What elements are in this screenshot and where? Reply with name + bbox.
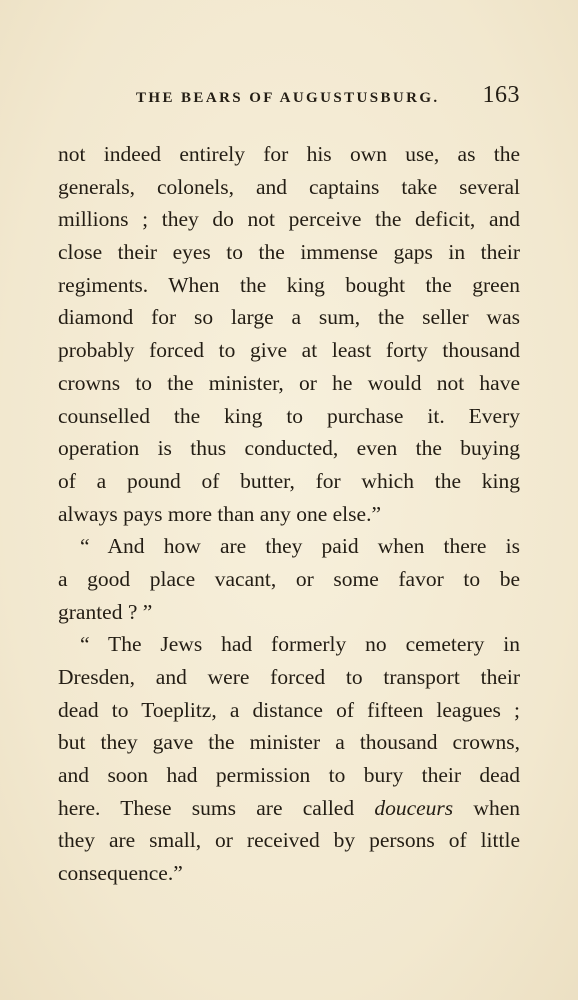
text-line-with-italic: [58, 792, 520, 825]
text-line: and soon had permission to bury their dead: [58, 763, 520, 788]
text-fragment: when: [453, 795, 520, 820]
text-line: regiments. When the king bought the green: [58, 272, 520, 297]
text-line: they are small, or received by persons of little: [58, 828, 520, 853]
text-line: operation is thus conducted, even the buying: [58, 436, 520, 461]
italic-word: douceurs: [374, 795, 454, 820]
text-line: counselled the king to purchase it. Every: [58, 403, 520, 428]
running-head: [58, 82, 520, 118]
text-line: crowns to the minister, or he would not have: [58, 370, 520, 395]
text-fragment: here. These sums are called: [58, 795, 375, 820]
text-line: a good place vacant, or some favor to be: [58, 566, 520, 591]
text-line: diamond for so large a sum, the seller was: [58, 305, 520, 330]
page-number: 163: [482, 82, 520, 108]
body-text: [58, 138, 520, 890]
paragraph-start-line: “ And how are they paid when there is: [80, 534, 520, 559]
paragraph-end-line: consequence.”: [58, 861, 183, 886]
text-line: millions ; they do not perceive the deficit, and: [58, 207, 520, 232]
text-line: not indeed entirely for his own use, as the: [58, 142, 520, 166]
text-line: generals, colonels, and captains take several: [58, 174, 520, 199]
paragraph-end-line: granted ? ”: [58, 599, 153, 624]
text-line: close their eyes to the immense gaps in their: [58, 240, 520, 265]
text-line: but they gave the minister a thousand crowns,: [58, 730, 520, 755]
running-head-title: THE BEARS OF AUGUSTUSBURG.: [136, 90, 440, 106]
text-line: dead to Toeplitz, a distance of fifteen leagues ;: [58, 697, 520, 722]
text-line: Dresden, and were forced to transport their: [58, 665, 520, 689]
text-line: probably forced to give at least forty thousand: [58, 338, 520, 363]
paragraph-start-line: “ The Jews had formerly no cemetery in: [80, 632, 520, 657]
text-line: of a pound of butter, for which the king: [58, 468, 520, 493]
paragraph-end-line: always pays more than any one else.”: [58, 501, 381, 526]
